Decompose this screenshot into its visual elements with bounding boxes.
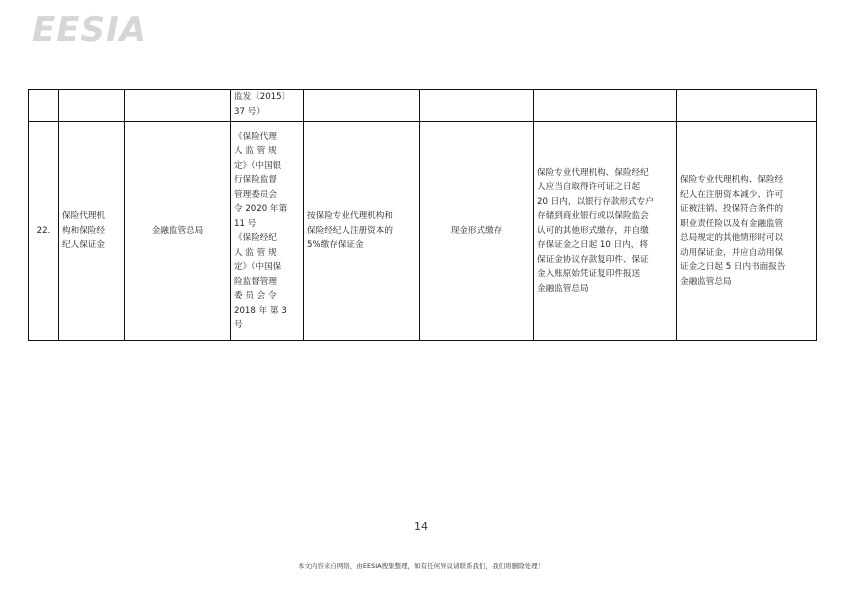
department-cell bbox=[125, 122, 231, 341]
table-cell bbox=[534, 90, 677, 122]
basis-cell bbox=[231, 122, 304, 341]
basis-continuation-text: 监发〔2015〕 37 号） bbox=[234, 92, 291, 117]
item-cell bbox=[59, 122, 125, 341]
table-cell bbox=[59, 90, 125, 122]
regulation-table bbox=[28, 89, 817, 341]
legal-basis: 《保险代理 人 监 管 规 定》（中国银 行保险监督 管理委员会 令 2020 年第 11 号 《保险经纪 人 监 管 规 定》（中国保 险监督管理 委 员 会 令 2018 年 第 3 号 bbox=[234, 131, 288, 330]
table-cell bbox=[420, 90, 534, 122]
deposit-form: 现金形式缴存 bbox=[450, 225, 503, 236]
footer-note: 本文内容来自网络，由EESIA搜集整理，如有任何异议请联系我们，我们将删除处理！ bbox=[297, 562, 545, 570]
page-number: 14 bbox=[414, 520, 428, 533]
subject-cell bbox=[304, 122, 420, 341]
table-row bbox=[29, 122, 817, 341]
table-cell bbox=[677, 90, 817, 122]
table-cell bbox=[29, 90, 59, 122]
table-row bbox=[29, 90, 817, 122]
department-name: 金融监管总局 bbox=[151, 225, 204, 236]
table-cell bbox=[231, 90, 304, 122]
form-cell bbox=[420, 122, 534, 341]
row-number: 22. bbox=[36, 225, 51, 236]
item-name: 保险代理机 构和保险经 纪人保证金 bbox=[62, 211, 105, 251]
eesia-logo: EESIA bbox=[32, 10, 147, 50]
return-rule-cell bbox=[677, 122, 817, 341]
deposit-rule-cell bbox=[534, 122, 677, 341]
table-cell bbox=[304, 90, 420, 122]
row-number-cell bbox=[29, 122, 59, 341]
table-cell bbox=[125, 90, 231, 122]
return-rule: 保险专业代理机构、保险经 纪人在注册资本减少、许可 证被注销、投保符合条件的 职业责任险以及有金融监管 总局规定的其他情形时可以 动用保证金，并应自动用保 证金之日起 5 日内书面报告 金融监管总局 bbox=[680, 175, 786, 287]
deposit-rule: 保险专业代理机构、保险经纪 人应当自取得许可证之日起 20 日内，以银行存款形式专户 存储到商业银行或以保险监会 认可的其他形式缴存，并自缴 存保证金之日起 10 日内，将 保证金协议存款复印件、保证 金入账原始凭证复印件报送 金融监管总局 bbox=[537, 167, 654, 294]
deposit-standard: 按保险专业代理机构和 保险经纪人注册资本的 5%缴存保证金 bbox=[307, 211, 393, 251]
